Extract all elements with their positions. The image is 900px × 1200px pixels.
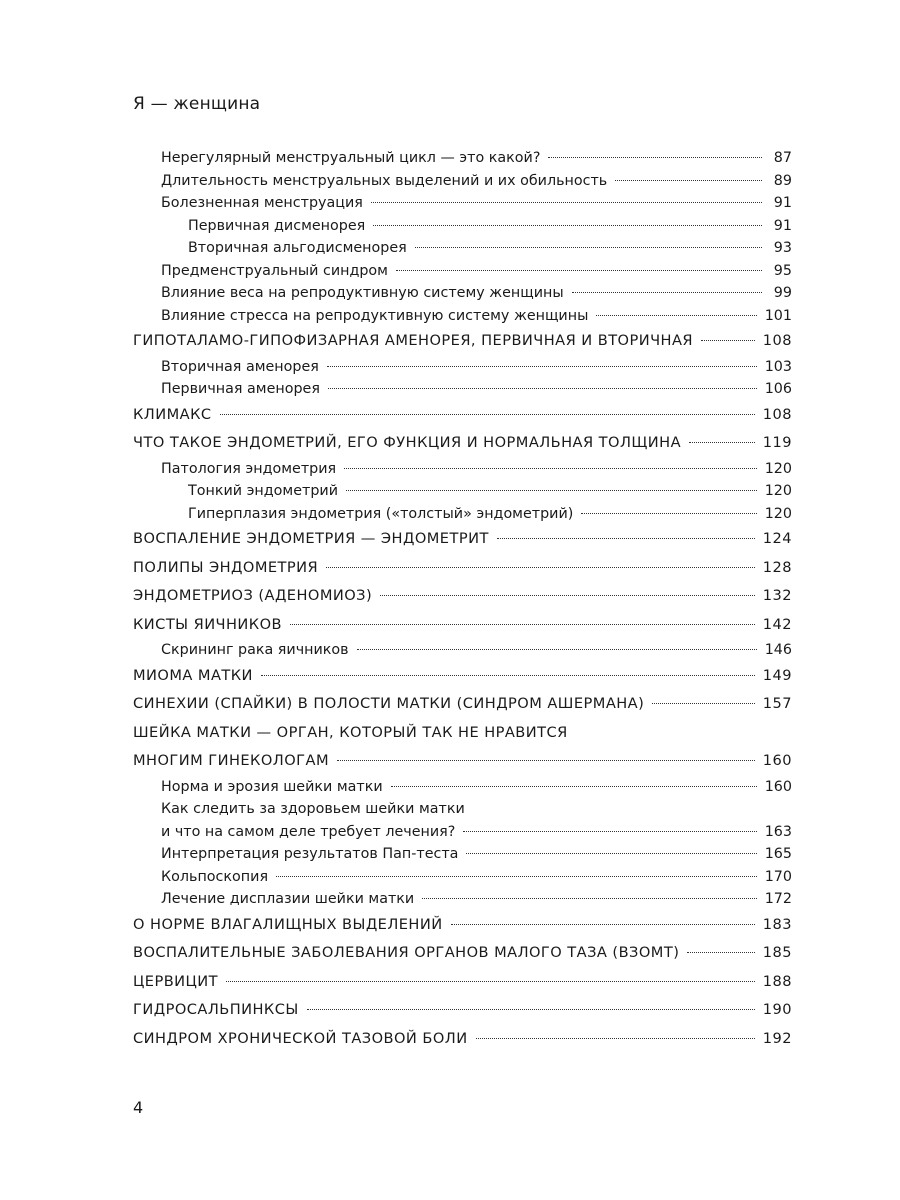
- toc-entry-title: Предменструальный синдром: [161, 262, 388, 279]
- toc-entry-page: 95: [773, 262, 792, 279]
- toc-entry-page: 99: [773, 285, 792, 301]
- toc-entry: [133, 356, 792, 379]
- toc-entry-page: 165: [764, 846, 792, 862]
- toc-dot-leader: [548, 157, 762, 158]
- toc-entry: [133, 554, 792, 583]
- toc-entry: [133, 503, 792, 526]
- toc-entry-page: 188: [762, 972, 792, 990]
- toc-entry: [133, 747, 792, 776]
- toc-entry-title: Вторичная аменорея: [161, 358, 319, 375]
- toc-entry-title: ПОЛИПЫ ЭНДОМЕТРИЯ: [133, 558, 319, 576]
- toc-entry: [133, 525, 792, 554]
- toc-dot-leader: [373, 225, 762, 226]
- toc-entry-title: ГИПОТАЛАМО-ГИПОФИЗАРНАЯ АМЕНОРЕЯ, ПЕРВИЧНАЯ И ВТОРИЧНАЯ: [133, 332, 694, 349]
- toc-entry: [133, 237, 792, 260]
- toc-entry-page: 163: [764, 823, 792, 840]
- toc-entry-page: 170: [764, 868, 792, 885]
- page-number: 4: [133, 1098, 144, 1117]
- toc-entry-page: 106: [764, 381, 792, 397]
- toc-entry: [133, 260, 792, 283]
- toc-entry: [133, 401, 792, 430]
- toc-entry-title: ЦЕРВИЦИТ: [133, 972, 219, 990]
- toc-entry: [133, 866, 792, 889]
- toc-entry: [133, 192, 792, 215]
- toc-dot-leader: [391, 786, 757, 787]
- toc-entry-page: 157: [762, 695, 792, 712]
- toc-dot-leader: [415, 247, 762, 248]
- toc-entry-title: ГИДРОСАЛЬПИНКСЫ: [133, 1001, 299, 1018]
- toc-entry: [133, 480, 792, 503]
- toc-dot-leader: [276, 876, 757, 877]
- toc-entry-page: 108: [762, 332, 792, 349]
- toc-dot-leader: [327, 366, 757, 367]
- toc-dot-leader: [220, 414, 755, 415]
- toc-entry-title: О НОРМЕ ВЛАГАЛИЩНЫХ ВЫДЕЛЕНИЙ: [133, 915, 443, 933]
- toc-dot-leader: [226, 981, 755, 982]
- toc-entry-page: 91: [773, 217, 792, 234]
- toc-dot-leader: [380, 595, 755, 596]
- toc-entry-page: 119: [762, 434, 792, 451]
- toc-entry-page: 192: [762, 1029, 792, 1047]
- toc-entry: [133, 170, 792, 193]
- toc-dot-leader: [337, 760, 755, 761]
- toc-entry-page: 160: [762, 752, 792, 769]
- toc-entry-title: Скрининг рака яичников: [161, 642, 349, 658]
- toc-entry-title: ВОСПАЛЕНИЕ ЭНДОМЕТРИЯ — ЭНДОМЕТРИТ: [133, 530, 489, 547]
- toc-entry-page: 172: [764, 891, 792, 907]
- toc-entry-page: 91: [773, 195, 792, 211]
- toc-entry-title: Болезненная менструация: [161, 195, 363, 211]
- toc-dot-leader: [422, 898, 756, 899]
- toc-entry-title: КИСТЫ ЯИЧНИКОВ: [133, 615, 283, 633]
- toc-entry-title: Патология эндометрия: [161, 460, 337, 477]
- toc-entry: [133, 843, 792, 866]
- toc-dot-leader: [572, 292, 762, 293]
- toc-dot-leader: [326, 567, 755, 568]
- toc-dot-leader: [463, 831, 756, 832]
- toc-dot-leader: [290, 624, 755, 625]
- toc-entry-page: 103: [764, 358, 792, 375]
- toc-entry-page: 160: [764, 778, 792, 795]
- toc-entry-title: Первичная аменорея: [161, 381, 320, 397]
- toc-entry-page: 132: [762, 587, 792, 604]
- toc-entry-title: ШЕЙКА МАТКИ — ОРГАН, КОТОРЫЙ ТАК НЕ НРАВИТСЯ: [133, 723, 568, 741]
- toc-entry-page: 120: [764, 505, 792, 522]
- toc-entry: [133, 821, 792, 844]
- toc-entry: [133, 719, 792, 748]
- toc-entry-page: 124: [762, 530, 792, 547]
- toc-dot-leader: [581, 513, 756, 514]
- toc-entry-title: Первичная дисменорея: [188, 217, 366, 234]
- toc-entry: [133, 582, 792, 611]
- toc-entry: [133, 327, 792, 356]
- toc-entry-page: 149: [762, 666, 792, 684]
- toc-entry-title: МИОМА МАТКИ: [133, 666, 253, 684]
- toc-entry-title: Тонкий эндометрий: [188, 483, 338, 499]
- toc-entry: [133, 996, 792, 1025]
- toc-dot-leader: [687, 952, 754, 953]
- toc-dot-leader: [701, 340, 755, 341]
- toc-entry: [133, 888, 792, 911]
- toc-entry-title: Влияние стресса на репродуктивную систему женщины: [161, 307, 589, 324]
- toc-entry: [133, 968, 792, 997]
- toc-entry: [133, 611, 792, 640]
- toc-entry-title: Вторичная альгодисменорея: [188, 240, 407, 256]
- toc-entry-title: Нерегулярный менструальный цикл — это какой?: [161, 150, 541, 166]
- toc-entry: [133, 639, 792, 662]
- toc-dot-leader: [476, 1038, 755, 1039]
- toc-dot-leader: [371, 202, 762, 203]
- toc-entry-title: Интерпретация результатов Пап-теста: [161, 846, 459, 862]
- toc-dot-leader: [346, 490, 757, 491]
- toc-entry-page: 120: [764, 483, 792, 499]
- toc-entry: [133, 1025, 792, 1054]
- toc-entry-title: и что на самом деле требует лечения?: [161, 823, 456, 840]
- toc-dot-leader: [451, 924, 755, 925]
- toc-entry-page: 108: [762, 405, 792, 423]
- toc-entry: [133, 147, 792, 170]
- toc-entry: [133, 662, 792, 691]
- toc-entry: [133, 798, 792, 821]
- toc-entry: [133, 939, 792, 968]
- toc-entry-title: СИНДРОМ ХРОНИЧЕСКОЙ ТАЗОВОЙ БОЛИ: [133, 1029, 468, 1047]
- toc-entry-title: ВОСПАЛИТЕЛЬНЫЕ ЗАБОЛЕВАНИЯ ОРГАНОВ МАЛОГО ТАЗА (ВЗОМТ): [133, 944, 680, 961]
- toc-entry-page: 183: [762, 915, 792, 933]
- toc-entry-title: Гиперплазия эндометрия («толстый» эндометрий): [188, 505, 574, 522]
- toc-dot-leader: [344, 468, 757, 469]
- toc-entry: [133, 776, 792, 799]
- toc-entry-title: Длительность менструальных выделений и их обильность: [161, 172, 608, 189]
- toc-entry-page: 87: [773, 150, 792, 166]
- toc-dot-leader: [689, 442, 755, 443]
- toc-dot-leader: [396, 270, 762, 271]
- toc-dot-leader: [328, 388, 757, 389]
- toc-entry-title: Влияние веса на репродуктивную систему женщины: [161, 285, 564, 301]
- toc-entry-title: ЧТО ТАКОЕ ЭНДОМЕТРИЙ, ЕГО ФУНКЦИЯ И НОРМАЛЬНАЯ ТОЛЩИНА: [133, 434, 682, 451]
- toc-entry-title: Норма и эрозия шейки матки: [161, 778, 383, 795]
- toc-entry: [133, 305, 792, 328]
- running-head: Я — женщина: [133, 94, 261, 114]
- toc-dot-leader: [497, 538, 755, 539]
- toc-entry-page: 120: [764, 460, 792, 477]
- toc-entry: [133, 378, 792, 401]
- toc-entry-page: 93: [773, 240, 792, 256]
- toc-dot-leader: [357, 649, 757, 650]
- toc-entry-page: 185: [762, 944, 792, 961]
- toc-entry-page: 190: [762, 1001, 792, 1018]
- toc-dot-leader: [615, 180, 762, 181]
- toc-entry-title: КЛИМАКС: [133, 405, 212, 423]
- toc-entry: [133, 282, 792, 305]
- toc-entry: [133, 458, 792, 481]
- toc-entry: [133, 690, 792, 719]
- toc-dot-leader: [261, 675, 755, 676]
- toc-dot-leader: [652, 703, 755, 704]
- toc-entry-page: 101: [764, 307, 792, 324]
- toc-dot-leader: [307, 1009, 755, 1010]
- toc-entry-title: МНОГИМ ГИНЕКОЛОГАМ: [133, 752, 329, 769]
- toc-entry-title: Кольпоскопия: [161, 868, 269, 885]
- toc-entry: [133, 429, 792, 458]
- table-of-contents: [133, 147, 792, 1053]
- toc-entry-title: СИНЕХИИ (СПАЙКИ) В ПОЛОСТИ МАТКИ (СИНДРОМ АШЕРМАНА): [133, 695, 645, 712]
- toc-entry-title: Лечение дисплазии шейки матки: [161, 891, 415, 907]
- toc-entry-title: Как следить за здоровьем шейки матки: [161, 801, 465, 817]
- toc-entry-title: ЭНДОМЕТРИОЗ (АДЕНОМИОЗ): [133, 587, 373, 604]
- toc-dot-leader: [466, 853, 756, 854]
- toc-entry-page: 128: [762, 558, 792, 576]
- toc-entry-page: 146: [764, 642, 792, 658]
- toc-entry-page: 142: [762, 615, 792, 633]
- toc-dot-leader: [596, 315, 756, 316]
- toc-entry: [133, 215, 792, 238]
- toc-entry-page: 89: [773, 172, 792, 189]
- toc-entry: [133, 911, 792, 940]
